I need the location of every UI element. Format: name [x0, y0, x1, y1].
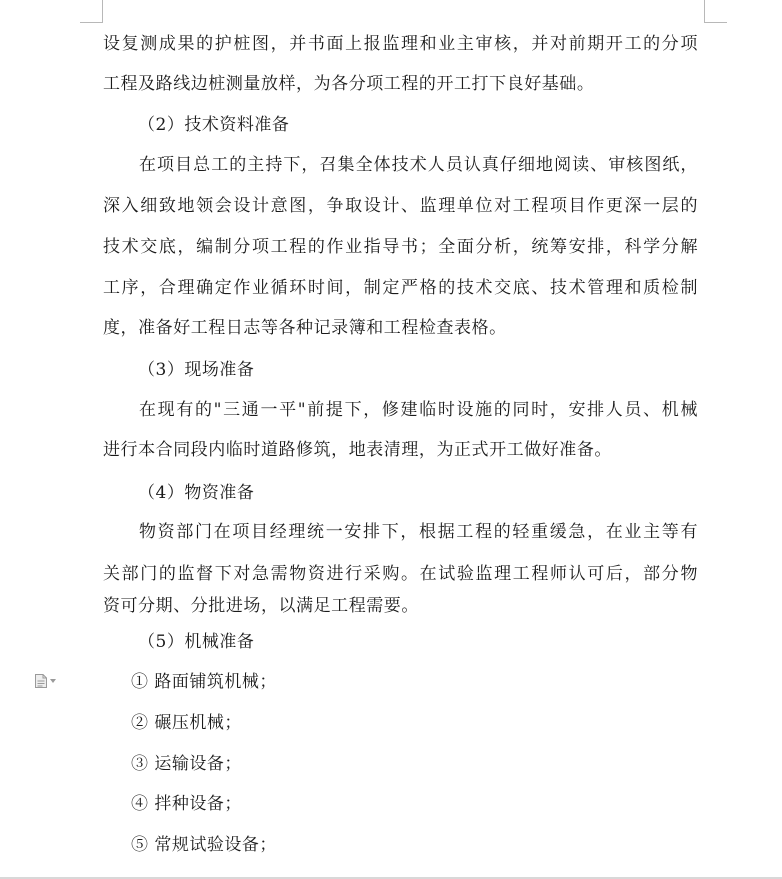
list-item: ③ 运输设备；: [131, 754, 242, 774]
body-line: 物资部门在项目经理统一安排下，根据工程的轻重缓急，在业主等有: [139, 522, 698, 542]
body-line: 工序，合理确定作业循环时间，制定严格的技术交底、技术管理和质检制: [103, 278, 698, 298]
body-line: 资可分期、分批进场，以满足工程需要。: [103, 596, 419, 616]
list-item: ⑤ 常规试验设备；: [131, 835, 277, 855]
section-heading: （5）机械准备: [138, 632, 255, 652]
section-heading: （2）技术资料准备: [138, 115, 290, 135]
section-heading: （3）现场准备: [138, 360, 255, 380]
document-icon: [34, 673, 48, 689]
chevron-down-icon: [50, 679, 56, 683]
body-line: 在现有的"三通一平"前提下，修建临时设施的同时，安排人员、机械: [139, 400, 698, 420]
body-line: 关部门的监督下对急需物资进行采购。在试验监理工程师认可后，部分物: [103, 564, 698, 584]
body-line: 设复测成果的护桩图，并书面上报监理和业主审核，并对前期开工的分项: [103, 34, 698, 54]
body-line: 工程及路线边桩测量放样，为各分项工程的开工打下良好基础。: [103, 74, 595, 94]
body-line: 进行本合同段内临时道路修筑，地表清理，为正式开工做好准备。: [103, 440, 612, 460]
body-line: 度，准备好工程日志等各种记录簿和工程检查表格。: [103, 318, 507, 338]
list-item: ② 碾压机械；: [131, 713, 242, 733]
body-line: 深入细致地领会设计意图，争取设计、监理单位对工程项目作更深一层的: [103, 196, 698, 216]
page-corner-mark-right: [704, 0, 727, 23]
section-heading: （4）物资准备: [138, 483, 255, 503]
page-corner-mark-left: [80, 0, 103, 23]
list-item: ④ 拌种设备；: [131, 794, 242, 814]
list-item: ① 路面铺筑机械；: [131, 672, 277, 692]
body-line: 在项目总工的主持下，召集全体技术人员认真仔细地阅读、审核图纸，: [139, 155, 698, 175]
body-line: 技术交底，编制分项工程的作业指导书；全面分析，统筹安排，科学分解: [103, 237, 698, 257]
paragraph-marker[interactable]: [34, 673, 60, 689]
